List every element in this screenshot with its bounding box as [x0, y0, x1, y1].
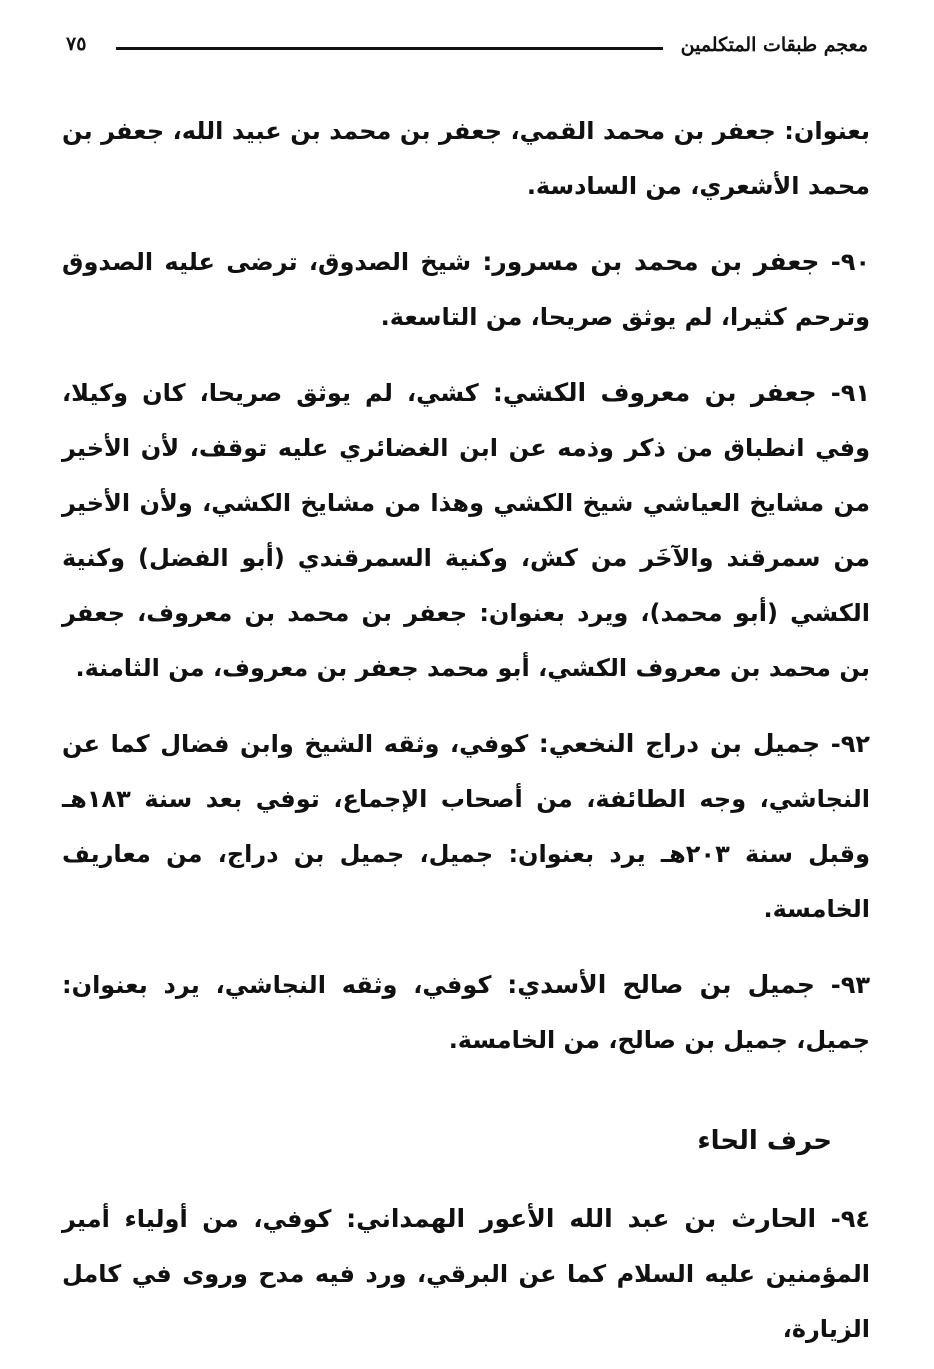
entry-name: جميل بن دراج النخعي:	[538, 729, 821, 758]
entry-92	[62, 716, 870, 937]
entry-90	[62, 234, 870, 345]
entry-name: جميل بن صالح الأسدي:	[507, 970, 815, 999]
entry-text: كوفي، وثقه النجاشي، يرد بعنوان: جميل، جميل بن صالح، من الخامسة.	[62, 971, 870, 1054]
page-number: ٧٥	[66, 33, 87, 55]
entry-text: كوفي، من أولياء أمير المؤمنين عليه السلام كما عن البرقي، ورد فيه مدح وروى في كامل الزيارة،	[62, 1205, 870, 1343]
entry-91	[62, 365, 870, 696]
entry-text: كوفي، وثقه الشيخ وابن فضال كما عن النجاشي، وجه الطائفة، من أصحاب الإجماع، توفي بعد سنة ١٨٣هـ وقبل سنة ٢٠٣هـ يرد بعنوان: جميل، جميل بن دراج، من معاريف الخامسة.	[62, 730, 871, 923]
paragraph-text: بعنوان: جعفر بن محمد القمي، جعفر بن محمد بن عبيد الله، جعفر بن محمد الأشعري، من السادسة.	[62, 117, 870, 200]
entry-name: جعفر بن محمد بن مسرور:	[482, 247, 820, 276]
page-body	[62, 104, 870, 1369]
entry-name: جعفر بن معروف الكشي:	[492, 378, 817, 407]
entry-number: ٩٢-	[830, 730, 871, 758]
entry-number: ٩٣-	[830, 971, 871, 999]
header-rule	[116, 47, 663, 50]
page-header	[66, 30, 868, 64]
entry-number: ٩١-	[830, 379, 870, 407]
entry-number: ٩٠-	[830, 248, 870, 276]
entry-number: ٩٤-	[830, 1205, 871, 1233]
paragraph-continuation	[62, 104, 870, 214]
entry-text: شيخ الصدوق، ترضى عليه الصدوق وترحم كثيرا، لم يوثق صريحا، من التاسعة.	[62, 248, 870, 331]
entry-name: الحارث بن عبد الله الأعور الهمداني:	[346, 1204, 817, 1233]
running-title: معجم طبقات المتكلمين	[680, 34, 868, 56]
section-heading: حرف الحاء	[697, 1126, 832, 1156]
entry-94	[62, 1191, 870, 1357]
entry-93	[62, 957, 870, 1068]
entry-text: كشي، لم يوثق صريحا، كان وكيلا، وفي انطباق من ذكر وذمه عن ابن الغضائري عليه توقف، لأن الأخير من مشايخ العياشي شيخ الكشي وهذا من مشايخ الكشي، ولأن الأخير من سمرقند والآخَر من كش، وكنية السمرقندي (أبو الفضل) وكنية الكشي (أبو محمد)، ويرد بعنوان: جعفر بن محمد بن معروف، جعفر بن محمد بن معروف الكشي، أبو محمد جعفر بن معروف، من الثامنة.	[62, 379, 870, 682]
